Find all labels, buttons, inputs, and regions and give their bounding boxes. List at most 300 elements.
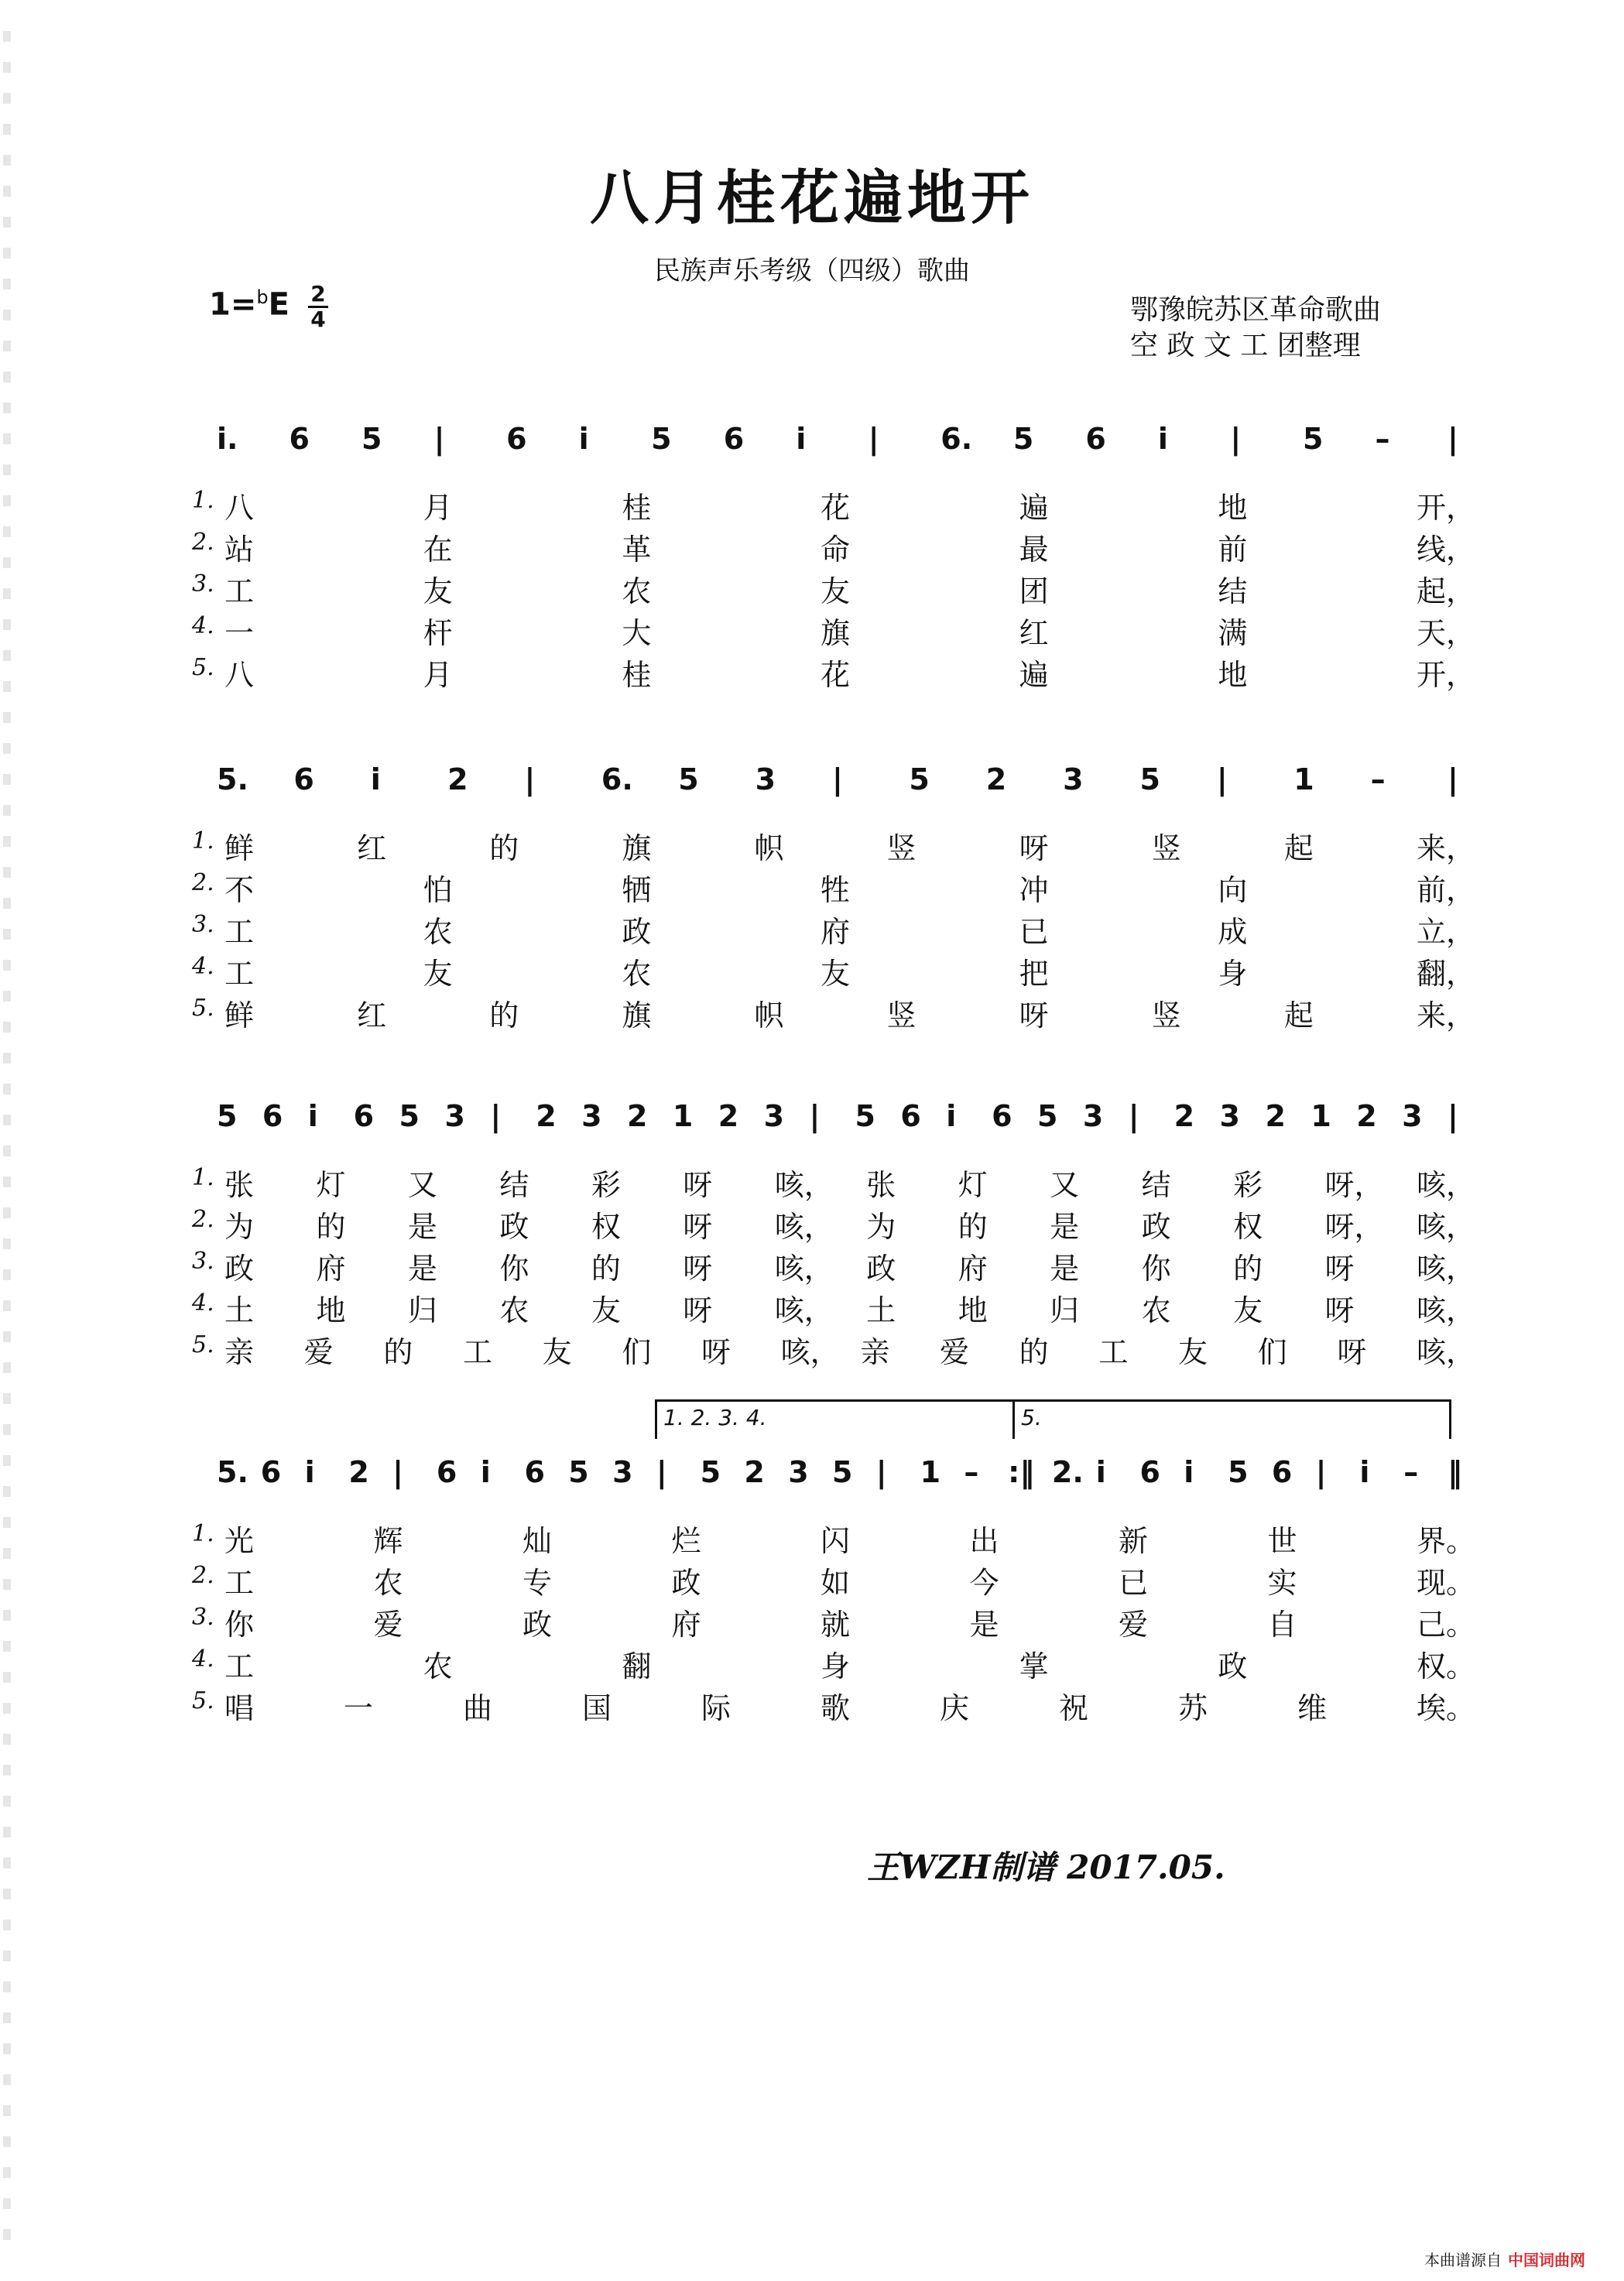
lyric-char: 身 (821, 1649, 851, 1683)
lyric-char: 张 (224, 1168, 255, 1202)
lyric-char: 呀， (1324, 1168, 1384, 1202)
lyric-char: 亲 (224, 1335, 255, 1369)
lyric-char: 农 (373, 1566, 403, 1600)
note: 6. (601, 762, 633, 796)
verse-number: 1. (192, 1520, 214, 1547)
credit-line-2: 空 政 文 工 团整理 (1130, 330, 1361, 361)
lyric-char: 为 (866, 1210, 896, 1244)
lyric-char: 农 (1141, 1293, 1171, 1327)
lyric-char: 遍 (1019, 491, 1049, 525)
verse-number: 5. (192, 1331, 214, 1358)
lyric-char: 桂 (622, 491, 652, 525)
signature: 王WZH制谱 2017.05. (867, 1848, 1225, 1886)
lyric-char: 实 (1267, 1566, 1297, 1600)
lyric-char: 鲜 (224, 998, 255, 1033)
barline: | (1128, 1099, 1139, 1133)
lyric-char: 曲 (463, 1691, 493, 1725)
verse-number: 3. (192, 1248, 214, 1275)
lyric-char: 政 (522, 1608, 553, 1642)
lyric-char: 世 (1267, 1524, 1297, 1558)
time-bottom: 4 (310, 307, 326, 332)
lyric-char: 辉 (373, 1524, 403, 1558)
lyric-char: 闪 (821, 1524, 851, 1558)
note: 5 (651, 422, 672, 456)
lyric-char: 就 (821, 1608, 851, 1642)
lyric-char: 如 (821, 1566, 851, 1600)
lyric-char: 竖 (886, 831, 916, 865)
lyric-char: 政 (622, 915, 652, 949)
lyric-char: 的 (1233, 1252, 1263, 1286)
lyric-char: 权 (591, 1210, 621, 1244)
lyric-char: 工 (463, 1335, 493, 1369)
note: 2 (1173, 1099, 1195, 1133)
lyric-char: 呀 (683, 1168, 713, 1202)
note: 5. (217, 1455, 248, 1489)
lyric-char: 界。 (1417, 1524, 1476, 1558)
source-brand: 中国词曲网 (1508, 2251, 1585, 2269)
barline: | (524, 762, 536, 796)
lyric-char: 土 (866, 1293, 896, 1327)
lyric-char: 竖 (886, 998, 916, 1033)
lyric-char: 向 (1218, 873, 1248, 907)
lyric-char: 咳， (774, 1168, 834, 1202)
verse-number: 4. (192, 1289, 214, 1317)
lyric-char: 政 (671, 1566, 701, 1600)
lyric-char: 苏 (1178, 1691, 1208, 1725)
lyric-char: 开， (1417, 658, 1476, 692)
lyric-char: 工 (224, 1649, 255, 1683)
lyric-char: 的 (591, 1252, 621, 1286)
lyric-char: 地 (1218, 658, 1248, 692)
note: i (1184, 1455, 1194, 1489)
note: 3 (1082, 1099, 1104, 1133)
lyric-char: 起， (1417, 574, 1476, 608)
lyric-char: 工 (224, 1566, 255, 1600)
lyric-char: 政 (1218, 1649, 1248, 1683)
lyric-char: 成 (1218, 915, 1248, 949)
barline: | (832, 762, 843, 796)
lyric-char: 府 (958, 1252, 988, 1286)
note: 6 (524, 1455, 545, 1489)
lyric-char: 爱 (303, 1335, 334, 1369)
lyric-char: 命 (821, 533, 851, 567)
lyric-char: 政 (499, 1210, 529, 1244)
lyric-char: 结 (1141, 1168, 1171, 1202)
lyric-char: 怕 (423, 873, 453, 907)
lyric-char: 八 (224, 491, 255, 525)
lyric-char: 你 (224, 1608, 255, 1642)
lyric-char: 祝 (1059, 1691, 1089, 1725)
lyric-char: 满 (1218, 616, 1248, 650)
note: i (796, 422, 807, 456)
lyric-char: 立， (1417, 915, 1476, 949)
lyric-char: 你 (1141, 1252, 1171, 1286)
lyric-char: 友 (591, 1293, 621, 1327)
source-credit (1424, 2248, 1585, 2270)
note: 5 (399, 1099, 420, 1133)
lyric-char: 是 (407, 1252, 437, 1286)
lyric-char: 烂 (671, 1524, 701, 1558)
lyric-char: 呀 (1337, 1335, 1367, 1369)
lyric-char: 己。 (1417, 1608, 1476, 1642)
lyric-char: 把 (1019, 957, 1049, 991)
lyric-char: 的 (383, 1335, 413, 1369)
note: 2 (985, 762, 1007, 796)
barline: | (433, 422, 445, 456)
lyric-char: 线， (1417, 533, 1476, 567)
lyric-char: 的 (1019, 1335, 1049, 1369)
key-signature (209, 286, 290, 322)
barline: | (809, 1099, 821, 1133)
lyric-char: 一 (224, 616, 255, 650)
note: 3 (788, 1455, 809, 1489)
lyric-char: 咳， (1417, 1335, 1476, 1369)
note: i (946, 1099, 957, 1133)
note: 5 (1012, 422, 1034, 456)
lyric-char: 你 (499, 1252, 529, 1286)
song-title: 八月桂花遍地开 (590, 163, 1034, 232)
barline: | (1315, 1455, 1327, 1489)
note: i. (217, 422, 238, 456)
verse-number: 4. (192, 1646, 214, 1673)
lyric-char: 灿 (522, 1524, 553, 1558)
lyric-char: 工 (224, 957, 255, 991)
lyric-char: 今 (969, 1566, 999, 1600)
lyric-char: 起 (1283, 831, 1314, 865)
lyric-char: 掌 (1019, 1649, 1049, 1683)
key-prefix: 1= (209, 286, 257, 323)
lyric-char: 桂 (622, 658, 652, 692)
lyric-char: 最 (1019, 533, 1049, 567)
verse-number: 3. (192, 1604, 214, 1631)
lyric-char: 咳， (780, 1335, 840, 1369)
lyric-char: 冲 (1019, 873, 1049, 907)
note: i (304, 1455, 315, 1489)
lyric-char: 友 (423, 574, 453, 608)
lyric-char: 咳， (1417, 1210, 1476, 1244)
note: 5 (1228, 1455, 1249, 1489)
lyric-char: 开， (1417, 491, 1476, 525)
lyric-char: 政 (1141, 1210, 1171, 1244)
lyric-char: 月 (423, 491, 453, 525)
note: 5 (568, 1455, 589, 1489)
lyric-char: 灯 (316, 1168, 346, 1202)
lyric-char: 权 (1233, 1210, 1263, 1244)
barline: | (392, 1455, 404, 1489)
note: 5. (217, 762, 248, 796)
note: – (1375, 422, 1390, 456)
note: 1 (672, 1099, 694, 1133)
lyric-char: 前， (1417, 873, 1476, 907)
lyric-char: 歌 (821, 1691, 851, 1725)
lyric-char: 地 (316, 1293, 346, 1327)
lyric-char: 呀 (1324, 1252, 1355, 1286)
lyric-char: 友 (1178, 1335, 1208, 1369)
lyric-char: 爱 (1119, 1608, 1149, 1642)
lyric-char: 专 (522, 1566, 553, 1600)
barline: | (875, 1455, 887, 1489)
lyric-char: 帜 (754, 831, 784, 865)
lyric-char: 自 (1267, 1608, 1297, 1642)
note: – (1370, 762, 1386, 796)
lyric-char: 友 (542, 1335, 572, 1369)
note: – (964, 1455, 979, 1489)
verse-number: 4. (192, 612, 214, 639)
lyric-char: 是 (1050, 1252, 1080, 1286)
note: 5 (909, 762, 930, 796)
lyric-char: 月 (423, 658, 453, 692)
lyric-char: 亲 (860, 1335, 890, 1369)
note: 2 (627, 1099, 648, 1133)
lyric-char: 彩 (1233, 1168, 1263, 1202)
verse-number: 5. (192, 654, 214, 681)
verse-number: 2. (192, 1206, 214, 1233)
note: – (1403, 1455, 1419, 1489)
lyric-char: 政 (224, 1252, 255, 1286)
note: 5 (361, 422, 382, 456)
lyric-char: 出 (969, 1524, 999, 1558)
verse-number: 1. (192, 487, 214, 514)
note: 3 (1402, 1099, 1423, 1133)
lyric-char: 咳， (1417, 1168, 1476, 1202)
note: 6 (436, 1455, 457, 1489)
lyric-char: 们 (622, 1335, 652, 1369)
lyric-char: 天， (1417, 616, 1476, 650)
lyric-char: 际 (701, 1691, 731, 1725)
lyric-char: 们 (1257, 1335, 1287, 1369)
note: 3 (581, 1099, 602, 1133)
note: 6 (723, 422, 745, 456)
lyric-char: 地 (958, 1293, 988, 1327)
lyric-char: 花 (821, 491, 851, 525)
lyric-char: 友 (821, 574, 851, 608)
lyric-char: 张 (866, 1168, 896, 1202)
lyric-char: 来， (1417, 998, 1476, 1033)
lyric-char: 呀 (1019, 998, 1049, 1033)
lyric-char: 牲 (821, 873, 851, 907)
note: 5 (855, 1099, 875, 1133)
lyric-char: 的 (489, 998, 519, 1033)
lyric-char: 工 (224, 574, 255, 608)
lyric-char: 已 (1119, 1566, 1149, 1600)
lyric-char: 的 (489, 831, 519, 865)
lyric-char: 是 (1050, 1210, 1080, 1244)
lyric-char: 呀 (683, 1252, 713, 1286)
lyric-char: 彩 (591, 1168, 621, 1202)
lyric-char: 是 (969, 1608, 999, 1642)
barline: | (490, 1099, 502, 1133)
note: 5 (1302, 422, 1324, 456)
note: 5 (1139, 762, 1160, 796)
lyric-char: 归 (407, 1293, 437, 1327)
note: 6 (260, 1455, 282, 1489)
note: 6 (289, 422, 310, 456)
barline: | (1448, 422, 1458, 456)
lyric-char: 地 (1218, 491, 1248, 525)
key-note: E (268, 286, 290, 323)
lyric-char: 咳， (774, 1210, 834, 1244)
verse-number: 5. (192, 1687, 214, 1714)
note: 3 (444, 1099, 465, 1133)
lyric-char: 已 (1019, 915, 1049, 949)
note: 1 (920, 1455, 941, 1489)
lyric-char: 庆 (940, 1691, 970, 1725)
note: 2 (744, 1455, 765, 1489)
time-top: 2 (310, 281, 326, 307)
lyric-char: 呀 (1019, 831, 1049, 865)
verse-number: 1. (192, 1164, 214, 1191)
note: 6 (262, 1099, 283, 1133)
barline: | (1216, 762, 1228, 796)
lyric-char: 唱 (224, 1691, 255, 1725)
lyric-char: 竖 (1151, 998, 1181, 1033)
lyric-char: 牺 (622, 873, 652, 907)
barline: | (1448, 1099, 1458, 1133)
verse-number: 3. (192, 911, 214, 938)
source-label: 本曲谱源自 (1424, 2251, 1502, 2269)
note: 6. (940, 422, 973, 456)
note: 6 (992, 1099, 1012, 1133)
note: 1 (1293, 762, 1314, 796)
lyric-char: 杆 (423, 616, 453, 650)
lyric-char: 灯 (958, 1168, 988, 1202)
note: 6 (1271, 1455, 1293, 1489)
barline: | (868, 422, 879, 456)
note: i (578, 422, 589, 456)
lyric-char: 一 (344, 1691, 374, 1725)
lyric-char: 咳， (774, 1252, 834, 1286)
verse-number: 2. (192, 529, 214, 556)
note: 6 (900, 1099, 921, 1133)
lyric-char: 大 (622, 616, 652, 650)
lyric-char: 咳， (1417, 1293, 1476, 1327)
lyric-char: 府 (821, 915, 851, 949)
lyric-char: 是 (407, 1210, 437, 1244)
lyric-char: 翻， (1417, 957, 1476, 991)
note: 2 (1356, 1099, 1377, 1133)
lyric-char: 归 (1050, 1293, 1080, 1327)
note: 1 (1311, 1099, 1331, 1133)
credits (1130, 293, 1381, 364)
note: 2 (1265, 1099, 1286, 1133)
note: 5 (678, 762, 699, 796)
lyric-char: 革 (622, 533, 652, 567)
verse-number: 2. (192, 869, 214, 896)
lyric-char: 府 (316, 1252, 346, 1286)
barline: :‖ (1008, 1455, 1035, 1489)
lyric-char: 八 (224, 658, 255, 692)
lyric-char: 的 (316, 1210, 346, 1244)
verse-number: 5. (192, 995, 214, 1022)
lyric-char: 竖 (1151, 831, 1181, 865)
time-signature (308, 283, 328, 331)
lyric-char: 呀 (683, 1210, 713, 1244)
lyric-char: 农 (622, 574, 652, 608)
verse-number: 4. (192, 953, 214, 980)
lyric-char: 光 (224, 1524, 255, 1558)
lyric-char: 站 (224, 533, 255, 567)
note: 6 (353, 1099, 375, 1133)
lyric-char: 又 (407, 1168, 437, 1202)
note: i (1095, 1455, 1106, 1489)
note: i (370, 762, 381, 796)
note: 3 (763, 1099, 785, 1133)
note: 5 (217, 1099, 238, 1133)
barline: ‖ (1448, 1455, 1462, 1489)
lyric-char: 呀 (683, 1293, 713, 1327)
lyric-char: 红 (1019, 616, 1049, 650)
lyric-char: 的 (958, 1210, 988, 1244)
note: 3 (755, 762, 776, 796)
note: 6 (1085, 422, 1106, 456)
note: i (480, 1455, 491, 1489)
lyric-char: 身 (1218, 957, 1248, 991)
note: 6 (506, 422, 527, 456)
barline: | (656, 1455, 667, 1489)
note: 6 (293, 762, 314, 796)
note: 2 (536, 1099, 557, 1133)
lyric-char: 红 (357, 831, 387, 865)
lyric-char: 农 (622, 957, 652, 991)
lyric-char: 呀 (701, 1335, 731, 1369)
lyric-char: 埃。 (1417, 1691, 1476, 1725)
barline: | (1448, 762, 1458, 796)
note: 5 (832, 1455, 853, 1489)
verse-number: 3. (192, 570, 214, 598)
flat-sign: b (256, 286, 269, 308)
lyric-char: 翻 (622, 1649, 652, 1683)
lyric-char: 帜 (754, 998, 784, 1033)
edge-watermark (3, 31, 11, 2245)
note: 3 (1063, 762, 1084, 796)
lyric-char: 结 (1218, 574, 1248, 608)
note: 5 (700, 1455, 721, 1489)
lyric-char: 府 (671, 1608, 701, 1642)
lyric-char: 工 (224, 915, 255, 949)
lyric-char: 工 (1098, 1335, 1129, 1369)
note: 2 (447, 762, 468, 796)
note: 5 (1037, 1099, 1058, 1133)
lyric-char: 不 (224, 873, 255, 907)
lyric-char: 政 (866, 1252, 896, 1286)
lyric-char: 鲜 (224, 831, 255, 865)
lyric-char: 旗 (622, 998, 652, 1033)
lyric-char: 遍 (1019, 658, 1049, 692)
lyric-char: 友 (821, 957, 851, 991)
lyric-char: 为 (224, 1210, 255, 1244)
note: 2. (1051, 1455, 1084, 1489)
lyric-char: 呀 (1324, 1293, 1355, 1327)
lyric-char: 旗 (821, 616, 851, 650)
note: i (307, 1099, 318, 1133)
lyric-char: 新 (1119, 1524, 1149, 1558)
song-subtitle: 民族声乐考级（四级）歌曲 (654, 255, 970, 286)
note: 6 (1139, 1455, 1160, 1489)
lyric-char: 起 (1283, 998, 1314, 1033)
lyric-char: 红 (357, 998, 387, 1033)
lyric-char: 国 (582, 1691, 612, 1725)
note: 3 (612, 1455, 633, 1489)
note: 2 (348, 1455, 369, 1489)
lyric-char: 团 (1019, 574, 1049, 608)
lyric-char: 友 (423, 957, 453, 991)
lyric-char: 农 (423, 915, 453, 949)
lyric-char: 友 (1233, 1293, 1263, 1327)
lyric-char: 花 (821, 658, 851, 692)
barline: | (1230, 422, 1242, 456)
lyric-char: 来， (1417, 831, 1476, 865)
volta-1: 1. 2. 3. 4. (655, 1399, 1018, 1439)
